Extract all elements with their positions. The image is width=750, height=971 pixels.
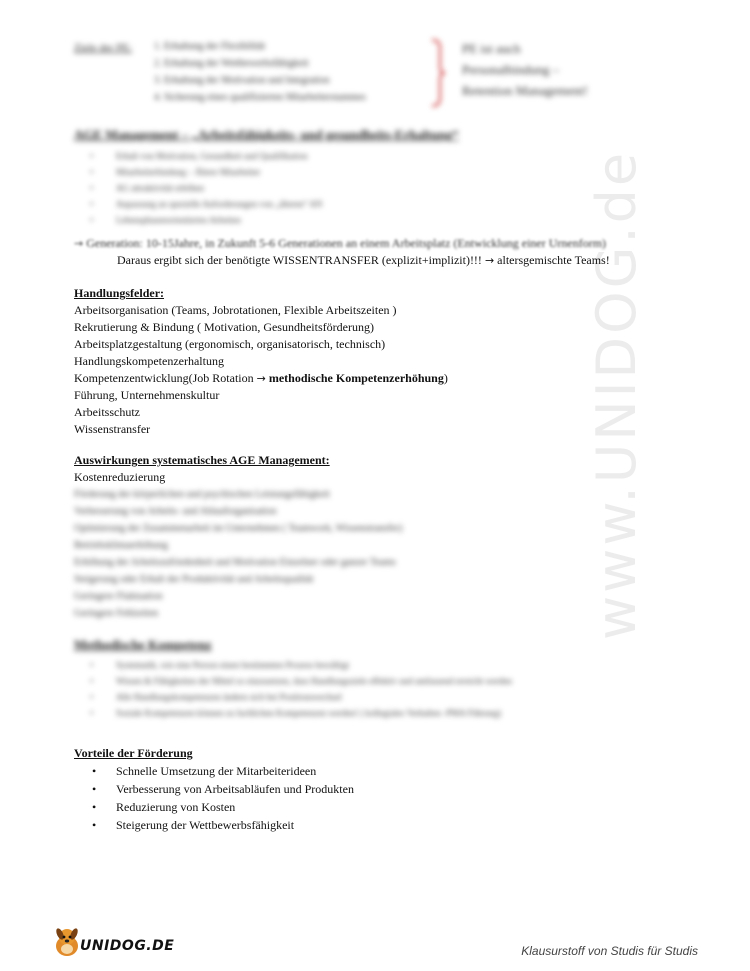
ziele-block [74,38,674,118]
list-item [74,780,354,798]
ziele-item: 4. Sicherung eines qualifizierten Mitarbeiterstammes [154,92,366,103]
text-line: Betriebsklimaerhöhung [74,540,168,551]
auswirkungen-section [74,452,402,622]
list-item [74,816,354,834]
arrow-right-icon: → [484,254,495,267]
kompetenz-text: Kompetenzentwicklung(Job Rotation [74,371,257,385]
brace-note [462,38,588,101]
text-line: Geringere Fehlzeiten [74,608,159,619]
curly-brace-icon [430,38,446,108]
brace-note-line: Retention Management! [462,83,588,98]
ziele-item: 2. Erhaltung der Wettbewerbsfähigkeit [154,58,309,69]
text-line: Optimierung der Zusammenarbeit im Unternehmen ( Teamwork, Wissenstransfer) [74,523,403,534]
list-item: • Alle Handlungskompetenzen ändern sich bei Positionswechsel [90,689,512,705]
bullet-icon: • [92,764,97,778]
text-line: Förderung der körperlichen und psychischen Leistungsfähigkeit [74,489,330,500]
wissentransfer-result: altersgemischte Teams! [494,253,610,267]
vorteile-list [74,762,354,834]
dog-mascot-icon [52,926,82,958]
vorteile-section [74,745,354,834]
logo-wordmark: UNIDOG.DE [80,938,175,954]
handlungsfelder-section [74,285,448,438]
footer-tagline: Klausurstoff von Studis für Studis [521,944,698,958]
wissentransfer-line [117,253,610,268]
list-item: • Soziale Kompetenzen können zu fachlichen Kompetenzen werden! ( kollegiales Verhalten -PMA Führung) [90,705,512,721]
text-line: Erhöhung der Arbeitszufriedenheit und Motivation Einzelner oder ganzer Teams [74,557,396,568]
text-line: Geringere Fluktuation [74,591,163,602]
text-line: Wissenstransfer [74,422,151,436]
kompetenz-bold: methodische Kompetenzerhöhung [268,371,444,385]
arrow-right-icon: → [256,372,266,385]
text-line: Rekrutierung & Bindung ( Motivation, Gesundheitsförderung) [74,320,374,334]
brace-note-line: Personalbindung – [462,62,560,77]
text-line: Führung, Unternehmenskultur [74,388,220,402]
age-management-list [90,148,322,228]
list-item: • Anpassung an spezielle Anforderungen von „älteren“ AN [90,196,322,212]
bullet-icon: • [92,782,97,796]
arrow-right-icon: → [74,237,84,250]
list-item [74,762,354,780]
unidog-logo [52,926,175,960]
watermark: www.UNIDOG.de [585,149,648,640]
text-line [74,370,448,387]
text-line: Verbesserung von Arbeits- und Ablauforganisation [74,506,277,517]
brace-note-line: PE ist auch [462,41,521,56]
list-item-text: Schnelle Umsetzung der Mitarbeiterideen [116,764,317,778]
bullet-icon: • [92,818,97,832]
generation-line [74,236,606,251]
ziele-item: 3. Erhaltung der Motivation und Integration [154,75,330,86]
list-item [74,798,354,816]
list-item: • Erhalt von Motivation, Gesundheit und Qualifikation [90,148,322,164]
section-heading: Vorteile der Förderung [74,746,193,760]
list-item-text: Reduzierung von Kosten [116,800,236,814]
ziele-label: Ziele der PE: [74,42,133,54]
list-item: • AG attraktivität erhöhen [90,180,322,196]
text-line: Arbeitsschutz [74,405,140,419]
wissentransfer-text: Daraus ergibt sich der benötigte WISSENTRANSFER (explizit+implizit)!!! [117,253,485,267]
generation-text: Generation: 10-15Jahre, in Zukunft 5-6 Generationen an einem Arbeitsplatz (Entwicklung einer Urnenform) [86,236,607,250]
list-item-text: Verbesserung von Arbeitsabläufen und Produkten [116,782,354,796]
list-item: • Wissen & Fähigkeiten der Mittel so einzusetzen, dass Handlungsziele effektiv und umfassend erreicht werden [90,673,512,689]
age-management-heading: AGE Management – „Arbeitsfähigkeits- und gesundheits-Erhaltung“ [74,127,459,142]
methodische-heading: Methodische Kompetenz [74,637,212,652]
text-line: Kostenreduzierung [74,470,166,484]
bullet-icon: • [92,800,97,814]
methodische-list [90,657,512,721]
text-line: Arbeitsplatzgestaltung (ergonomisch, organisatorisch, technisch) [74,337,386,351]
list-item: • Lebensphasenorientiertes Arbeiten [90,212,322,228]
kompetenz-close: ) [443,371,448,385]
ziele-item: 1. Erhaltung der Flexibilität [154,41,266,52]
text-line: Steigerung oder Erhalt der Produktivität und Arbeitsqualität [74,574,314,585]
text-line: Handlungskompetenzerhaltung [74,354,224,368]
section-heading: Handlungsfelder: [74,286,165,300]
list-item: • Systematik, wie eine Person einen bestimmten Prozess bewältigt [90,657,512,673]
text-line: Arbeitsorganisation (Teams, Jobrotationen, Flexible Arbeitszeiten ) [74,303,397,317]
list-item-text: Steigerung der Wettbewerbsfähigkeit [116,818,295,832]
list-item: • Mitarbeiterbindung – Ältere Mitarbeiter [90,164,322,180]
section-heading: Auswirkungen systematisches AGE Management: [74,453,330,467]
ziele-list [154,38,366,106]
